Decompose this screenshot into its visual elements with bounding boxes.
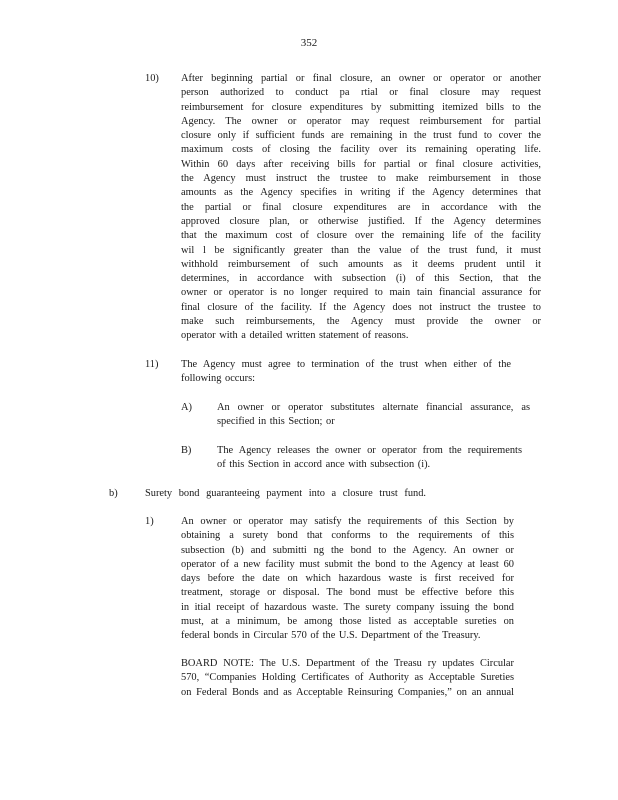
item-1-marker: 1) bbox=[145, 516, 154, 527]
text-line: After beginning partial or final closure, an owner or operator or another bbox=[181, 73, 541, 84]
board-note bbox=[181, 657, 514, 700]
text-line: final closure of the facility. If the Agency does not instruct the trustee to bbox=[181, 301, 541, 313]
text-line: withhold reimbursement of such amounts as it deems prudent until it bbox=[181, 258, 541, 270]
text-line: specified in this Section; or bbox=[217, 416, 335, 428]
text-line: An owner or operator may satisfy the requirements of this Section by bbox=[181, 516, 514, 527]
text-line: the partial or final closure expenditures are in accordance with the bbox=[181, 201, 541, 213]
item-11a-paragraph bbox=[217, 401, 530, 430]
text-line: of this Section in accord ance with subsection (i). bbox=[217, 459, 431, 471]
text-line: federal bonds in Circular 570 of the U.S. Department of the Treasury. bbox=[181, 630, 481, 642]
text-line: obtaining a surety bond that conforms to the requirements of this bbox=[181, 530, 514, 542]
text-line: An owner or operator substitutes alternate financial assurance, as bbox=[217, 402, 530, 413]
text-line: approved closure plan, or otherwise justified. If the Agency determines bbox=[181, 215, 541, 227]
text-line: closure only if sufficient funds are remaining in the trust fund to cover the bbox=[181, 130, 541, 142]
text-line: The Agency must agree to termination of the trust when either of the bbox=[181, 359, 511, 370]
text-line: Agency. The owner or operator may request reimbursement for partial bbox=[181, 115, 541, 127]
item-11a-marker: A) bbox=[181, 402, 192, 413]
text-line: that the maximum cost of closure over the remaining life of the facility bbox=[181, 230, 541, 242]
item-10-marker: 10) bbox=[145, 73, 159, 84]
section-b-heading: Surety bond guaranteeing payment into a closure trust fund. bbox=[145, 488, 427, 499]
text-line: owner or operator is no longer required to main tain financial assurance for bbox=[181, 287, 541, 299]
text-line: maximum costs of closing the facility over its remaining operating life. bbox=[181, 144, 541, 156]
item-10-paragraph bbox=[181, 72, 541, 344]
text-line: person authorized to conduct pa rtial or final closure may request bbox=[181, 87, 541, 99]
text-line: the Agency must instruct the trustee to make reimbursement in those bbox=[181, 173, 541, 185]
text-line: treatment, storage or disposal. The bond must be effective before this bbox=[181, 587, 514, 599]
text-line: on Federal Bonds and as Acceptable Reinsuring Companies,” on an annual bbox=[181, 686, 514, 698]
item-11-paragraph bbox=[181, 358, 511, 387]
text-line: wil l be significantly greater than the value of the trust fund, it must bbox=[181, 244, 541, 256]
page-number: 352 bbox=[300, 37, 318, 49]
text-line: operator with a detailed written statement of reasons. bbox=[181, 330, 409, 342]
text-line: amounts as the Agency specifies in writing if the Agency determines that bbox=[181, 187, 541, 199]
text-line: in itial receipt of hazardous waste. The surety company issuing the bond bbox=[181, 601, 514, 613]
section-b-marker: b) bbox=[109, 488, 118, 499]
text-line: Within 60 days after receiving bills for partial or final closure activities, bbox=[181, 158, 541, 170]
text-line: operator of a new facility must submit the bond to the Agency at least 60 bbox=[181, 558, 514, 570]
item-11b-paragraph bbox=[217, 444, 522, 473]
text-line: subsection (b) and submitti ng the bond to the Agency. An owner or bbox=[181, 544, 514, 556]
text-line: must, at a minimum, be among those listed as acceptable sureties on bbox=[181, 616, 514, 628]
text-line: determines, in accordance with subsection (i) of this Section, that the bbox=[181, 273, 541, 285]
item-1-paragraph bbox=[181, 515, 514, 644]
item-11-marker: 11) bbox=[145, 359, 159, 370]
text-line: The Agency releases the owner or operator from the requirements bbox=[217, 445, 522, 456]
text-line: BOARD NOTE: The U.S. Department of the Treasu ry updates Circular bbox=[181, 658, 514, 669]
item-11b-marker: B) bbox=[181, 445, 192, 456]
text-line: 570, “Companies Holding Certificates of Authority as Acceptable Sureties bbox=[181, 672, 514, 684]
text-line: days before the date on which hazardous waste is first received for bbox=[181, 573, 514, 585]
text-line: make such reimbursements, the Agency must provide the owner or bbox=[181, 316, 541, 328]
text-line: following occurs: bbox=[181, 373, 256, 385]
text-line: reimbursement for closure expenditures by submitting itemized bills to the bbox=[181, 101, 541, 113]
